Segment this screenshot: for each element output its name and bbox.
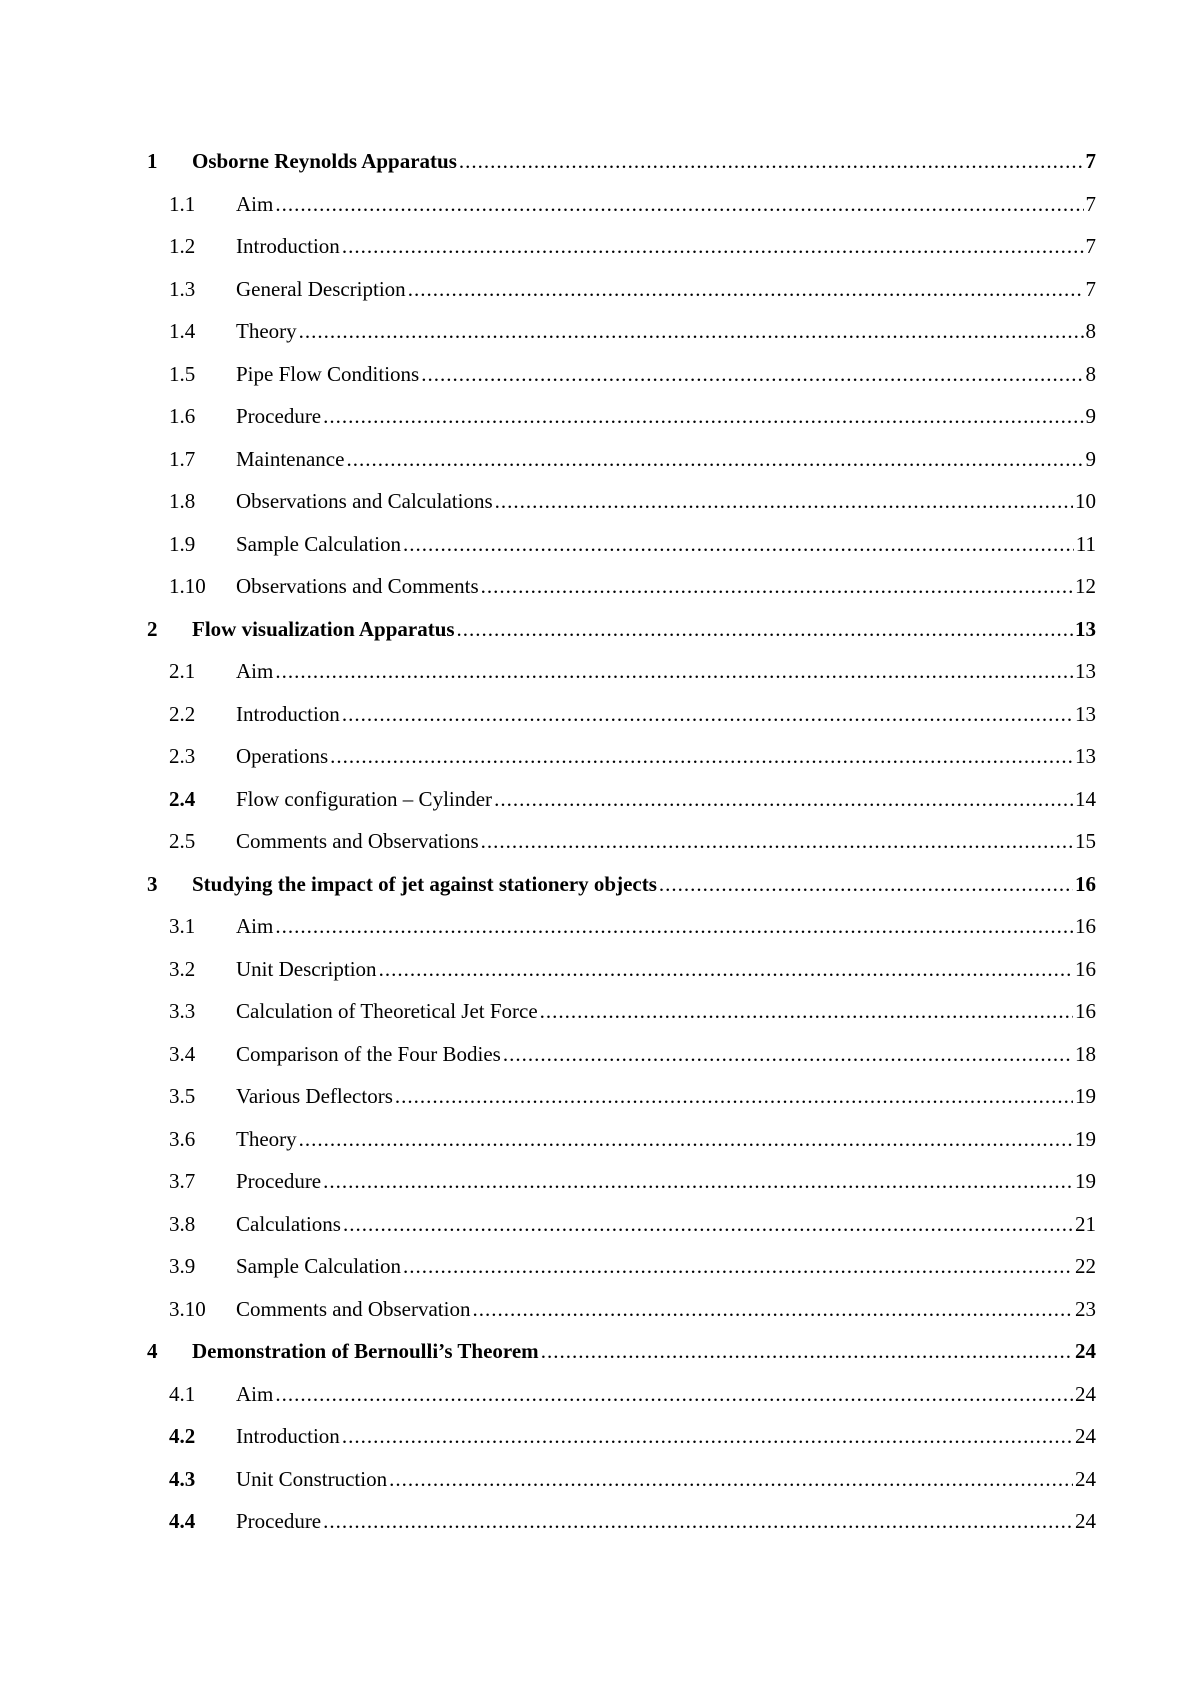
toc-dot-leader <box>275 1373 1073 1416</box>
toc-entry-number: 4.4 <box>169 1509 196 1533</box>
toc-dot-leader <box>275 650 1073 693</box>
toc-entry-title: Aim <box>236 1381 274 1406</box>
toc-dot-leader <box>330 735 1073 778</box>
toc-section-entry[interactable] <box>147 1203 1096 1246</box>
toc-entry-title: Introduction <box>236 234 340 258</box>
toc-entry-page-number: 11 <box>1075 531 1096 556</box>
toc-entry-number: 2.3 <box>169 744 196 768</box>
toc-entry-number: 1.2 <box>169 234 196 258</box>
toc-entry-number: 1.4 <box>169 319 196 343</box>
toc-entry-page-number: 8 <box>1085 319 1096 343</box>
toc-section-entry[interactable] <box>147 480 1096 523</box>
toc-chapter-entry[interactable] <box>147 608 1096 651</box>
toc-entry-number: 3.5 <box>169 1084 196 1108</box>
toc-entry-title: Demonstration of Bernoulli’s Theorem <box>192 1339 539 1363</box>
toc-entry-title: Various Deflectors <box>236 1084 393 1108</box>
toc-entry-title: Flow configuration – Cylinder <box>236 786 493 811</box>
toc-entry-page-number: 15 <box>1075 829 1096 853</box>
toc-dot-leader <box>472 1288 1073 1331</box>
toc-entry-page-number: 7 <box>1085 149 1096 173</box>
toc-entry-title: Theory <box>236 1126 297 1151</box>
toc-section-entry[interactable] <box>147 565 1096 608</box>
toc-section-entry[interactable] <box>147 778 1096 821</box>
toc-dot-leader <box>408 268 1084 311</box>
toc-entry-number: 3.3 <box>169 999 196 1023</box>
toc-entry-page-number: 16 <box>1075 914 1096 938</box>
toc-entry-page-number: 7 <box>1085 234 1096 258</box>
toc-entry-number: 1.9 <box>169 531 196 556</box>
toc-entry-number: 1.6 <box>169 404 196 428</box>
toc-entry-page-number: 16 <box>1075 999 1096 1023</box>
toc-entry-page-number: 24 <box>1075 1424 1096 1448</box>
toc-section-entry[interactable] <box>147 310 1096 353</box>
toc-entry-number: 1.10 <box>169 574 206 598</box>
toc-section-entry[interactable] <box>147 905 1096 948</box>
toc-entry-title: Maintenance <box>236 446 345 471</box>
toc-dot-leader <box>342 225 1084 268</box>
toc-dot-leader <box>495 480 1073 523</box>
toc-entry-number: 4.3 <box>169 1466 196 1491</box>
toc-entry-title: Studying the impact of jet against stationery objects <box>192 871 657 896</box>
toc-section-entry[interactable] <box>147 735 1096 778</box>
toc-entry-page-number: 9 <box>1085 446 1096 471</box>
toc-entry-page-number: 24 <box>1075 1466 1096 1491</box>
toc-section-entry[interactable] <box>147 438 1096 481</box>
toc-dot-leader <box>323 395 1083 438</box>
toc-entry-number: 3.1 <box>169 914 196 938</box>
toc-entry-page-number: 9 <box>1085 404 1096 428</box>
toc-entry-page-number: 7 <box>1085 191 1096 216</box>
toc-entry-title: Calculation of Theoretical Jet Force <box>236 999 538 1023</box>
toc-dot-leader <box>481 565 1073 608</box>
toc-dot-leader <box>343 1203 1073 1246</box>
toc-entry-page-number: 24 <box>1075 1381 1096 1406</box>
toc-entry-page-number: 21 <box>1075 1211 1096 1236</box>
toc-entry-title: Observations and Comments <box>236 574 479 598</box>
toc-dot-leader <box>494 778 1073 821</box>
toc-entry-number: 3.9 <box>169 1254 196 1278</box>
toc-dot-leader <box>299 1118 1073 1161</box>
toc-dot-leader <box>541 1330 1073 1373</box>
toc-entry-title: Operations <box>236 744 329 768</box>
toc-section-entry[interactable] <box>147 268 1096 311</box>
toc-entry-number: 3.10 <box>169 1296 206 1321</box>
toc-entry-number: 2 <box>147 616 158 641</box>
toc-section-entry[interactable] <box>147 523 1096 566</box>
toc-entry-number: 1.3 <box>169 276 196 301</box>
toc-entry-number: 4.1 <box>169 1381 196 1406</box>
toc-dot-leader <box>299 310 1084 353</box>
toc-chapter-entry[interactable] <box>147 140 1096 183</box>
toc-entry-page-number: 22 <box>1075 1254 1096 1278</box>
toc-entry-title: Comparison of the Four Bodies <box>236 1041 501 1066</box>
toc-dot-leader <box>275 905 1073 948</box>
toc-entry-number: 3.8 <box>169 1211 196 1236</box>
toc-entry-number: 3.4 <box>169 1041 196 1066</box>
toc-dot-leader <box>659 863 1073 906</box>
toc-section-entry[interactable] <box>147 183 1096 226</box>
toc-entry-title: Osborne Reynolds Apparatus <box>192 149 457 173</box>
toc-dot-leader <box>481 820 1073 863</box>
toc-entry-title: Introduction <box>236 701 340 726</box>
toc-dot-leader <box>457 608 1073 651</box>
toc-section-entry[interactable] <box>147 1033 1096 1076</box>
toc-entry-page-number: 18 <box>1075 1041 1096 1066</box>
toc-section-entry[interactable] <box>147 1160 1096 1203</box>
toc-entry-number: 2.4 <box>169 786 196 811</box>
toc-dot-leader <box>503 1033 1073 1076</box>
toc-dot-leader <box>421 353 1083 396</box>
toc-entry-title: Procedure <box>236 1509 322 1533</box>
toc-entry-page-number: 16 <box>1075 956 1096 981</box>
toc-entry-page-number: 16 <box>1075 871 1096 896</box>
toc-entry-number: 1 <box>147 149 158 173</box>
toc-entry-title: Unit Description <box>236 956 377 981</box>
toc-section-entry[interactable] <box>147 990 1096 1033</box>
toc-dot-leader <box>403 1245 1073 1288</box>
toc-entry-number: 3.2 <box>169 956 196 981</box>
toc-section-entry[interactable] <box>147 225 1096 268</box>
toc-entry-title: Observations and Calculations <box>236 489 493 513</box>
toc-section-entry[interactable] <box>147 1288 1096 1331</box>
toc-entry-number: 2.2 <box>169 701 196 726</box>
toc-dot-leader <box>379 948 1073 991</box>
toc-section-entry[interactable] <box>147 693 1096 736</box>
toc-entry-number: 1.5 <box>169 361 196 386</box>
toc-entry-page-number: 13 <box>1075 659 1096 683</box>
toc-entry-number: 2.1 <box>169 659 196 683</box>
toc-dot-leader <box>275 183 1083 226</box>
toc-entry-page-number: 13 <box>1075 616 1096 641</box>
toc-dot-leader <box>389 1458 1073 1501</box>
toc-entry-title: General Description <box>236 276 406 301</box>
toc-entry-title: Comments and Observations <box>236 829 479 853</box>
toc-entry-page-number: 19 <box>1075 1084 1096 1108</box>
toc-chapter-entry[interactable] <box>147 1330 1096 1373</box>
toc-entry-number: 4.2 <box>169 1424 196 1448</box>
toc-section-entry[interactable] <box>147 353 1096 396</box>
toc-section-entry[interactable] <box>147 395 1096 438</box>
toc-entry-page-number: 13 <box>1075 744 1096 768</box>
toc-entry-page-number: 23 <box>1075 1296 1096 1321</box>
toc-dot-leader <box>323 1500 1073 1543</box>
toc-section-entry[interactable] <box>147 1415 1096 1458</box>
toc-entry-page-number: 10 <box>1075 489 1096 513</box>
toc-dot-leader <box>342 1415 1073 1458</box>
toc-dot-leader <box>540 990 1073 1033</box>
toc-entry-page-number: 7 <box>1085 276 1096 301</box>
toc-entry-title: Unit Construction <box>236 1466 388 1491</box>
table-of-contents <box>147 140 1096 1543</box>
toc-entry-page-number: 14 <box>1075 786 1096 811</box>
toc-entry-title: Calculations <box>236 1211 341 1236</box>
toc-entry-page-number: 13 <box>1075 701 1096 726</box>
toc-entry-title: Comments and Observation <box>236 1296 471 1321</box>
toc-entry-title: Sample Calculation <box>236 1254 402 1278</box>
toc-entry-title: Aim <box>236 191 274 216</box>
toc-entry-number: 1.1 <box>169 191 196 216</box>
toc-entry-page-number: 12 <box>1075 574 1096 598</box>
toc-dot-leader <box>346 438 1083 481</box>
toc-section-entry[interactable] <box>147 650 1096 693</box>
toc-entry-page-number: 19 <box>1075 1169 1096 1193</box>
toc-section-entry[interactable] <box>147 1245 1096 1288</box>
toc-entry-number: 3.6 <box>169 1126 196 1151</box>
toc-section-entry[interactable] <box>147 948 1096 991</box>
toc-section-entry[interactable] <box>147 1075 1096 1118</box>
toc-dot-leader <box>403 523 1074 566</box>
toc-dot-leader <box>459 140 1084 183</box>
toc-entry-title: Introduction <box>236 1424 340 1448</box>
toc-entry-title: Flow visualization Apparatus <box>192 616 455 641</box>
toc-section-entry[interactable] <box>147 1118 1096 1161</box>
toc-section-entry[interactable] <box>147 1373 1096 1416</box>
toc-entry-number: 3.7 <box>169 1169 196 1193</box>
toc-entry-page-number: 19 <box>1075 1126 1096 1151</box>
toc-entry-page-number: 24 <box>1075 1339 1096 1363</box>
toc-entry-title: Aim <box>236 659 274 683</box>
toc-entry-number: 3 <box>147 871 158 896</box>
toc-dot-leader <box>323 1160 1073 1203</box>
toc-entry-title: Procedure <box>236 404 322 428</box>
toc-entry-page-number: 8 <box>1085 361 1096 386</box>
toc-entry-title: Pipe Flow Conditions <box>236 361 420 386</box>
toc-entry-number: 1.8 <box>169 489 196 513</box>
toc-entry-number: 2.5 <box>169 829 196 853</box>
toc-entry-title: Procedure <box>236 1169 322 1193</box>
toc-section-entry[interactable] <box>147 820 1096 863</box>
toc-dot-leader <box>342 693 1073 736</box>
toc-entry-number: 1.7 <box>169 446 196 471</box>
toc-entry-page-number: 24 <box>1075 1509 1096 1533</box>
toc-entry-title: Sample Calculation <box>236 531 402 556</box>
toc-section-entry[interactable] <box>147 1500 1096 1543</box>
toc-entry-title: Aim <box>236 914 274 938</box>
toc-chapter-entry[interactable] <box>147 863 1096 906</box>
toc-entry-number: 4 <box>147 1339 158 1363</box>
toc-entry-title: Theory <box>236 319 297 343</box>
toc-dot-leader <box>395 1075 1073 1118</box>
toc-section-entry[interactable] <box>147 1458 1096 1501</box>
